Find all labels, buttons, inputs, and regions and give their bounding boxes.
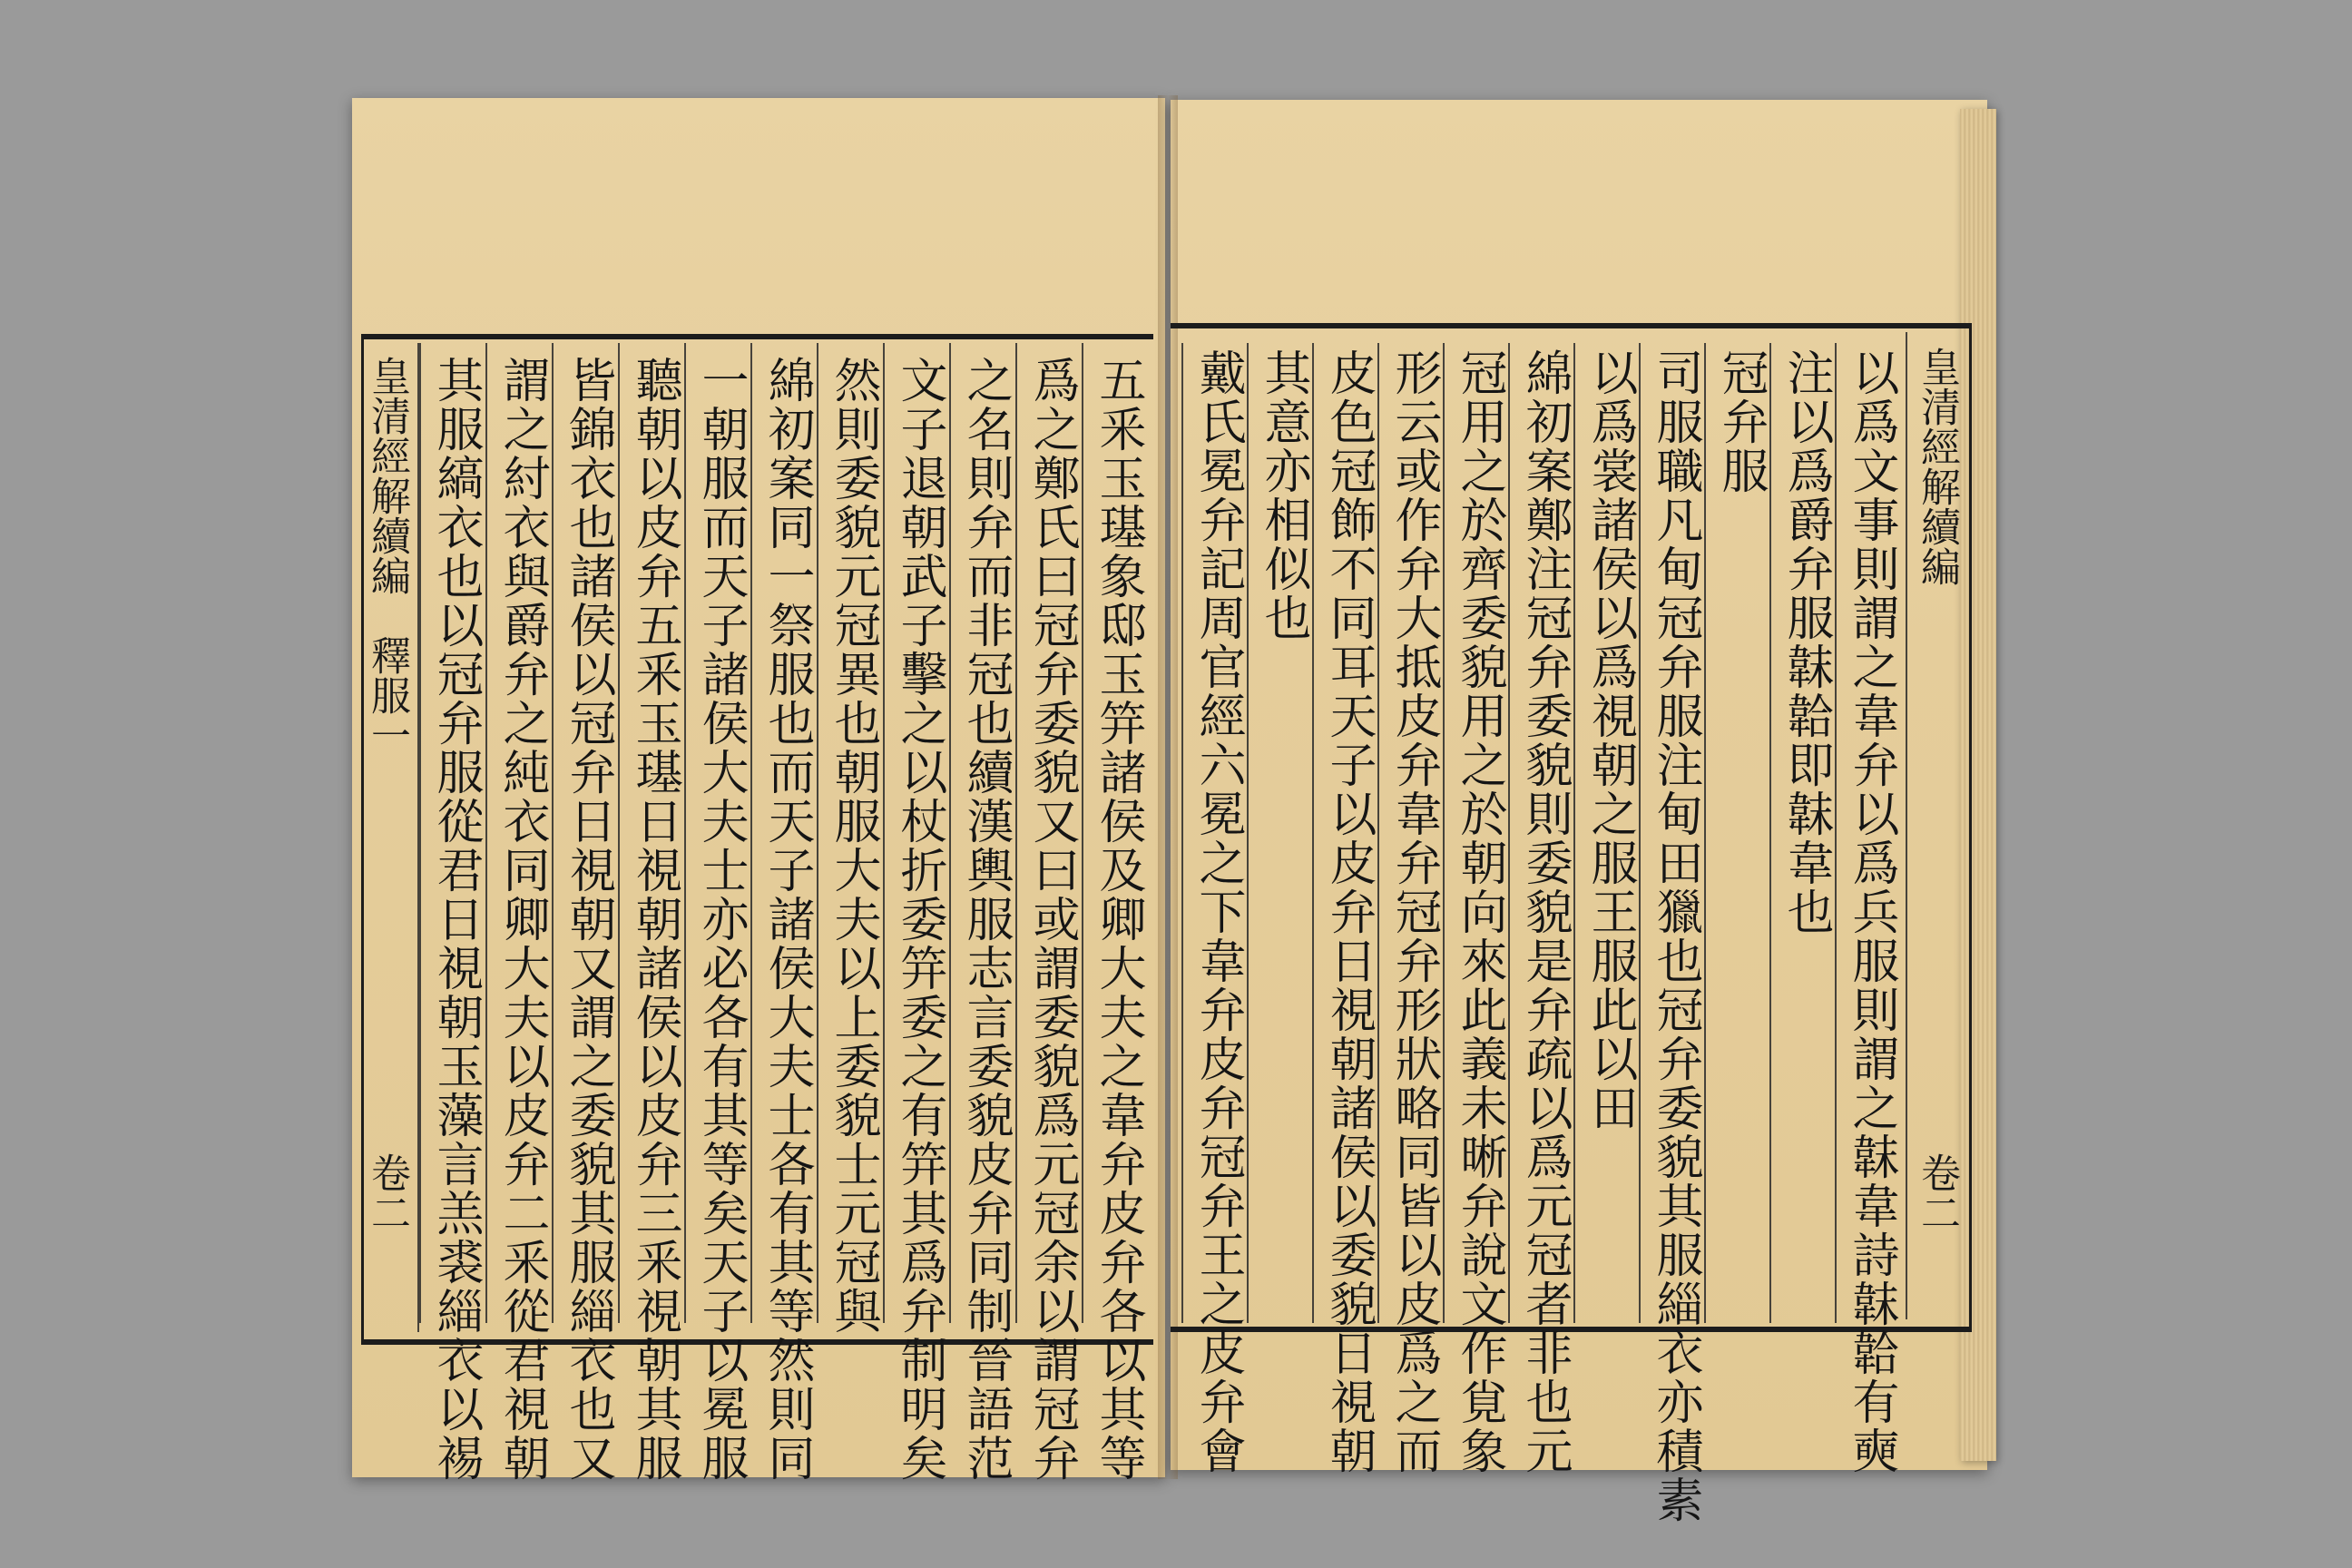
left_page-column-rule: [883, 343, 885, 1323]
left-banxin-folio: 卷二: [364, 1152, 410, 1232]
left_page-column-rule: [684, 343, 686, 1323]
left_page-text-column: 文子退朝武子擊之以杖折委笄委之有笄其爲弁制明矣: [892, 356, 946, 1483]
right_page-text-column: 其意亦相似也: [1256, 348, 1310, 642]
left_page-text-column: 然則委貌元冠異也朝服大夫以上委貌士元冠與: [826, 356, 880, 1336]
right_page-column-rule: [1377, 343, 1379, 1323]
left_page-column-rule: [1082, 343, 1083, 1323]
left_page-column-rule: [419, 343, 421, 1323]
right_page-column-rule: [1769, 343, 1771, 1323]
right_page-column-rule: [1312, 343, 1314, 1323]
left_page-text-column: 之名則弁而非冠也續漢輿服志言委貌皮弁同制晉語范: [958, 356, 1013, 1483]
left_page-text-column: 謂之紂衣與爵弁之純衣同卿大夫以皮弁二釆從君視朝: [495, 356, 549, 1483]
left_page-text-column: 皆錦衣也諸侯以冠弁日視朝又謂之委貌其服緇衣也又: [561, 356, 615, 1483]
right_page-text-column: 皮色冠飾不同耳天子以皮弁日視朝諸侯以委貌日視朝: [1321, 348, 1376, 1475]
right_page-text-column: 冠用之於齊委貌用之於朝向來此義未晰弁說文作覍象: [1452, 348, 1506, 1475]
left_page-column-rule: [750, 343, 752, 1323]
left_page-text-column: 其服縞衣也以冠弁服從君日視朝玉藻言羔裘緇衣以裼: [428, 356, 483, 1483]
right_page-text-column: 戴氏冕弁記周官經六冕之下韋弁皮弁冠弁王之皮弁會: [1191, 348, 1245, 1475]
right_page-column-rule: [1508, 343, 1510, 1323]
left_page-column-rule: [949, 343, 951, 1323]
left_page-text-column: 爲之鄭氏曰冠弁委貌又曰或謂委貌爲元冠余以謂冠弁: [1024, 356, 1079, 1483]
left_page-column-rule: [817, 343, 818, 1323]
left_page-column-rule: [618, 343, 620, 1323]
left_page-column-rule: [1015, 343, 1017, 1323]
left_page-text-column: 聽朝以皮弁五釆玉璂日視朝諸侯以皮弁三釆視朝其服: [627, 356, 681, 1483]
right_page-column-rule: [1247, 343, 1249, 1323]
left_page-column-rule: [552, 343, 554, 1323]
left_page-text-column: 綿初案同一祭服也而天子諸侯大夫士各有其等然則同: [760, 356, 814, 1483]
left_page-text-column: 五釆玉璂象邸玉笄諸侯及卿大夫之韋弁皮弁各以其等: [1091, 356, 1145, 1483]
right_page-column-rule: [1639, 343, 1641, 1323]
right_page-text-column: 注以爲爵弁服韎韐即韎韋也: [1779, 348, 1833, 936]
right_page-column-rule: [1181, 343, 1183, 1323]
right-banxin-folio: 卷二: [1914, 1152, 1960, 1232]
right_page-text-column: 以爲文事則謂之韋弁以爲兵服則謂之韎韋詩韎韐有奭: [1844, 348, 1898, 1475]
right_page-column-rule: [1704, 343, 1706, 1323]
left_page-column-rule: [485, 343, 487, 1323]
right_page-text-column: 綿初案鄭注冠弁委貌則委貌是弁疏以爲元冠者非也元: [1517, 348, 1572, 1475]
right_page-column-rule: [1835, 343, 1837, 1323]
right_page-text-column: 冠弁服: [1713, 348, 1768, 495]
right_page-column-rule: [1573, 343, 1575, 1323]
left_page-text-column: 一朝服而天子諸侯大夫士亦必各有其等矣天子以冕服: [693, 356, 748, 1483]
right_page-column-rule: [1443, 343, 1445, 1323]
right-banxin-title: 皇清經解續編: [1914, 347, 1960, 586]
right_page-text-column: 以爲裳諸侯以爲視朝之服王服此以田: [1583, 348, 1637, 1132]
left-banxin-section: 釋服一: [364, 635, 410, 755]
right-banxin-rule: [1906, 332, 1907, 1319]
right_page-text-column: 形云或作弁大抵皮弁韋弁冠弁形狀略同皆以皮爲之而: [1387, 348, 1441, 1475]
left-banxin-title: 皇清經解續編: [364, 356, 410, 595]
right_page-text-column: 司服職凡甸冠弁服注甸田獵也冠弁委貌其服緇衣亦積素: [1648, 348, 1702, 1524]
